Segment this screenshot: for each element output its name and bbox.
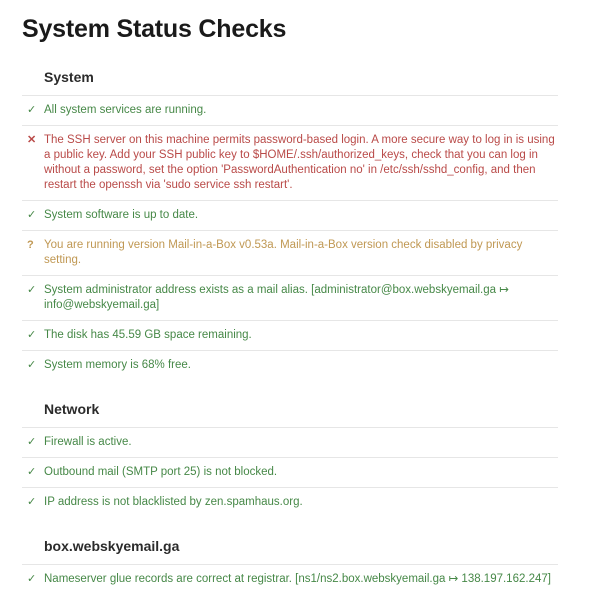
check-row bbox=[22, 320, 558, 350]
check-row bbox=[22, 350, 558, 380]
check-ok-icon: ✓ bbox=[27, 496, 37, 508]
check-row bbox=[22, 200, 558, 230]
check-ok-icon: ✓ bbox=[27, 436, 37, 448]
check-ok-icon: ✓ bbox=[27, 466, 37, 478]
check-message: System memory is 68% free. bbox=[44, 359, 191, 371]
check-message: Nameserver glue records are correct at registrar. [ns1/ns2.box.webskyemail.ga ↦ 138.197.162.247] bbox=[44, 573, 551, 585]
status-checks-list bbox=[0, 66, 600, 594]
check-row bbox=[22, 125, 558, 200]
check-message: Firewall is active. bbox=[44, 436, 132, 448]
check-row bbox=[22, 564, 558, 594]
check-row bbox=[22, 95, 558, 125]
check-ok-icon: ✓ bbox=[27, 284, 37, 296]
check-row bbox=[22, 457, 558, 487]
check-message: The SSH server on this machine permits password-based login. A more secure way to log in is using a public key. Add your SSH public key to $HOME/.ssh/authorized_keys, check that you can log in without a password, set the option 'PasswordAuthentication no' in /etc/ssh/sshd_config, and then restart the openssh via 'sudo service ssh restart'. bbox=[44, 134, 555, 191]
check-ok-icon: ✓ bbox=[27, 359, 37, 371]
check-ok-icon: ✓ bbox=[27, 104, 37, 116]
section-heading: Network bbox=[44, 401, 100, 417]
check-message: IP address is not blacklisted by zen.spamhaus.org. bbox=[44, 496, 303, 508]
check-row bbox=[22, 275, 558, 320]
check-message: System administrator address exists as a mail alias. [administrator@box.webskyemail.ga ↦ info@webskyemail.ga] bbox=[44, 284, 509, 311]
check-ok-icon: ✓ bbox=[27, 209, 37, 221]
check-message: The disk has 45.59 GB space remaining. bbox=[44, 329, 252, 341]
check-message: All system services are running. bbox=[44, 104, 207, 116]
check-row bbox=[22, 230, 558, 275]
check-warning-icon: ? bbox=[27, 239, 34, 251]
check-section bbox=[22, 380, 558, 517]
check-row bbox=[22, 427, 558, 457]
section-heading: System bbox=[44, 69, 94, 85]
check-error-icon: ✕ bbox=[27, 134, 37, 146]
check-ok-icon: ✓ bbox=[27, 329, 37, 341]
check-ok-icon: ✓ bbox=[27, 573, 37, 585]
check-message: You are running version Mail-in-a-Box v0.53a. Mail-in-a-Box version check disabled by privacy setting. bbox=[44, 239, 523, 266]
check-message: System software is up to date. bbox=[44, 209, 199, 221]
section-heading: box.webskyemail.ga bbox=[44, 538, 180, 554]
check-row bbox=[22, 487, 558, 517]
check-section bbox=[22, 517, 558, 594]
check-message: Outbound mail (SMTP port 25) is not blocked. bbox=[44, 466, 278, 478]
check-section bbox=[22, 66, 558, 380]
page-title: System Status Checks bbox=[22, 15, 287, 43]
